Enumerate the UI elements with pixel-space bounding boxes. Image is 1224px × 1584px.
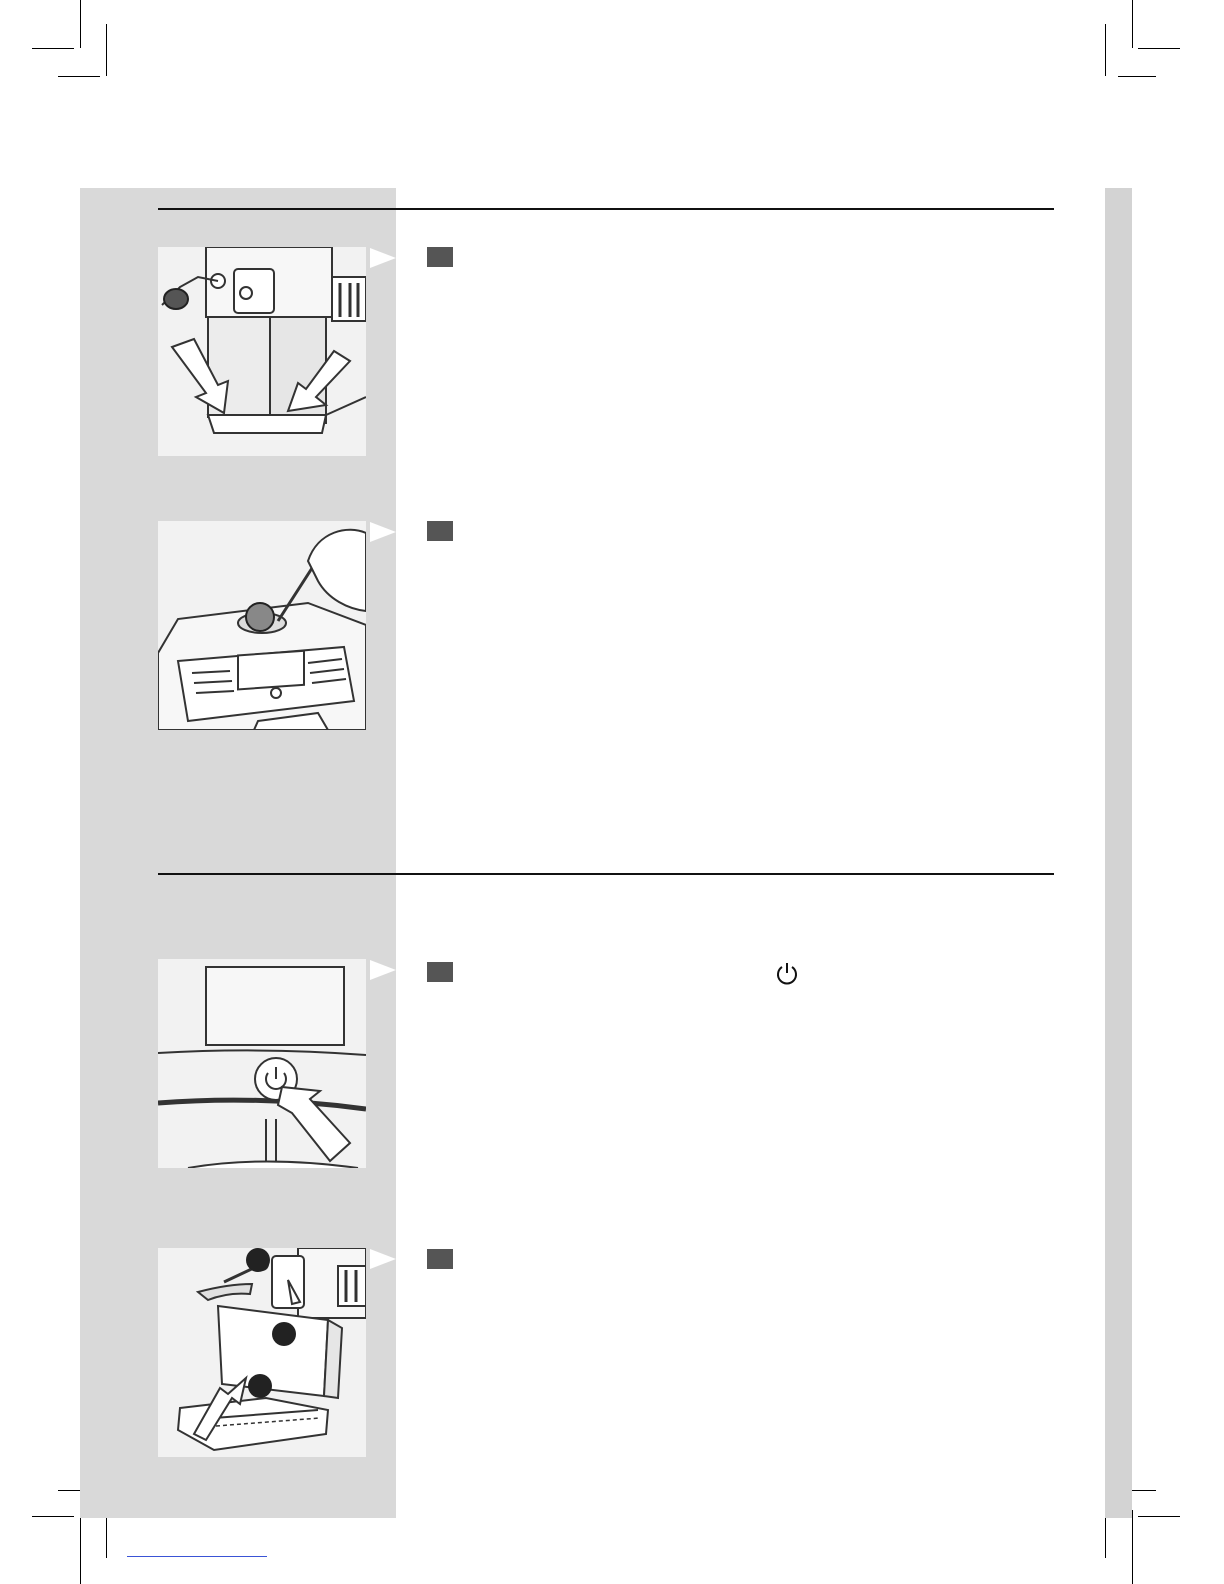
step-number-box bbox=[427, 521, 453, 541]
figure-pointer bbox=[370, 522, 396, 542]
step-number-box bbox=[427, 247, 453, 267]
figure-brew-group-removal bbox=[158, 1248, 366, 1457]
crop-mark bbox=[1132, 1510, 1133, 1584]
crop-mark bbox=[1118, 76, 1156, 77]
figure-pointer bbox=[370, 248, 396, 268]
power-icon bbox=[775, 961, 799, 985]
crop-mark bbox=[1132, 0, 1133, 48]
footer-link-underline[interactable] bbox=[127, 1556, 267, 1557]
section-rule-top bbox=[158, 208, 1054, 210]
crop-mark bbox=[1105, 24, 1106, 76]
crop-mark bbox=[106, 24, 107, 76]
section-rule-middle bbox=[158, 873, 1054, 875]
figure-pointer bbox=[370, 1249, 396, 1269]
figure-drip-tray-removal bbox=[158, 247, 366, 456]
crop-mark bbox=[80, 0, 81, 48]
figure-grinder-knob-adjust bbox=[158, 521, 366, 730]
figure-power-button-press bbox=[158, 959, 366, 1168]
crop-mark bbox=[58, 76, 100, 77]
crop-mark bbox=[80, 1510, 81, 1584]
step-number-box bbox=[427, 962, 453, 982]
figure-pointer bbox=[370, 960, 396, 980]
right-margin-strip bbox=[1105, 188, 1132, 1518]
crop-mark bbox=[32, 1516, 74, 1517]
crop-mark bbox=[32, 48, 74, 49]
step-number-box bbox=[427, 1249, 453, 1269]
crop-mark bbox=[1138, 1516, 1180, 1517]
crop-mark bbox=[1138, 48, 1180, 49]
